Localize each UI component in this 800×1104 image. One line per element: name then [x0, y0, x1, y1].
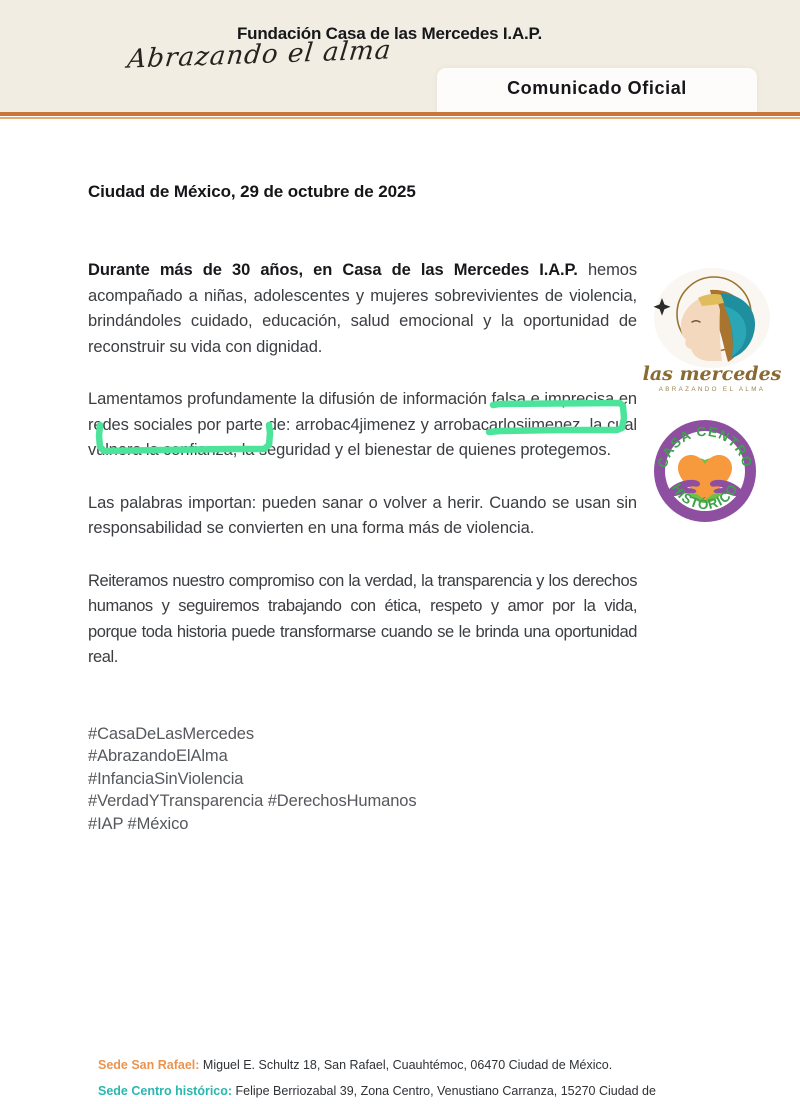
- document-body: [0, 120, 800, 1098]
- header-rule-secondary: [0, 117, 800, 119]
- document-header: [0, 0, 800, 112]
- casa-centro-historico-logo-icon: [652, 418, 758, 524]
- paragraph-4: Reiteramos nuestro compromiso con la verdad, la transparencia y los derechos humanos y seguiremos trabajando con ética, respeto y amor por la vida, porque toda historia puede transformarse cuando se le brinda una oportunidad real.: [88, 571, 637, 666]
- footer-line-centro-historico: [98, 1078, 758, 1104]
- las-mercedes-logo: [636, 266, 788, 398]
- paragraph-1-lead: Durante más de 30 años, en Casa de las Mercedes I.A.P.: [88, 261, 578, 279]
- centro-logo-text-top: CASA CENTRO: [654, 423, 756, 470]
- script-tagline: Abrazando el alma: [125, 35, 393, 75]
- document-footer: [98, 1052, 758, 1104]
- las-mercedes-logo-icon: [636, 266, 788, 398]
- header-rule-primary: [0, 112, 800, 116]
- paragraph-2: Lamentamos profundamente la difusión de información falsa e imprecisa en redes sociales por parte de: arrobac4jimenez y arrobacarlosjimenez, la cual vulnera la confianza, la seguridad y el bienestar de quienes protegemos.: [88, 390, 637, 459]
- svg-text:ABRAZANDO EL ALMA: ABRAZANDO EL ALMA: [658, 386, 766, 393]
- footer-line-san-rafael: [98, 1052, 758, 1078]
- comunicado-oficial-badge: [437, 68, 757, 112]
- sede-centro-historico-address: Felipe Berriozabal 39, Zona Centro, Venustiano Carranza, 15270 Ciudad de: [235, 1084, 656, 1098]
- sede-san-rafael-label: Sede San Rafael:: [98, 1058, 200, 1072]
- paragraph-1-rest: hemos acompañado a niñas, adolescentes y mujeres sobrevivientes de violencia, brindándoles cuidado, educación, salud emocional y la oportunidad de reconstruir su vida con dignidad.: [88, 261, 637, 356]
- paragraph-3: Las palabras importan: pueden sanar o volver a herir. Cuando se usan sin responsabilidad se convierten en una forma más de violencia.: [88, 493, 637, 537]
- hashtag-line: #CasaDeLasMercedes: [88, 724, 255, 743]
- casa-centro-historico-logo: [652, 418, 758, 524]
- hashtag-line: #InfanciaSinViolencia: [88, 769, 244, 788]
- hashtag-line: #IAP #México: [88, 814, 189, 833]
- hashtag-line: #AbrazandoElAlma: [88, 747, 228, 765]
- hashtag-block: [88, 723, 637, 836]
- comunicado-oficial-label: Comunicado Oficial: [507, 78, 687, 98]
- svg-text:las mercedes: las mercedes: [642, 363, 782, 385]
- document-text-column: [88, 182, 637, 835]
- hashtag-line: #VerdadYTransparencia #DerechosHumanos: [88, 792, 417, 810]
- date-line: Ciudad de México, 29 de octubre de 2025: [88, 182, 416, 201]
- sede-san-rafael-address: Miguel E. Schultz 18, San Rafael, Cuauhtémoc, 06470 Ciudad de México.: [202, 1058, 613, 1072]
- sede-centro-historico-label: Sede Centro histórico:: [98, 1084, 233, 1098]
- organization-title: Fundación Casa de las Mercedes I.A.P.: [237, 24, 543, 43]
- paragraph-1: [88, 258, 637, 360]
- centro-logo-text-bottom: HISTÓRICO: [668, 480, 742, 513]
